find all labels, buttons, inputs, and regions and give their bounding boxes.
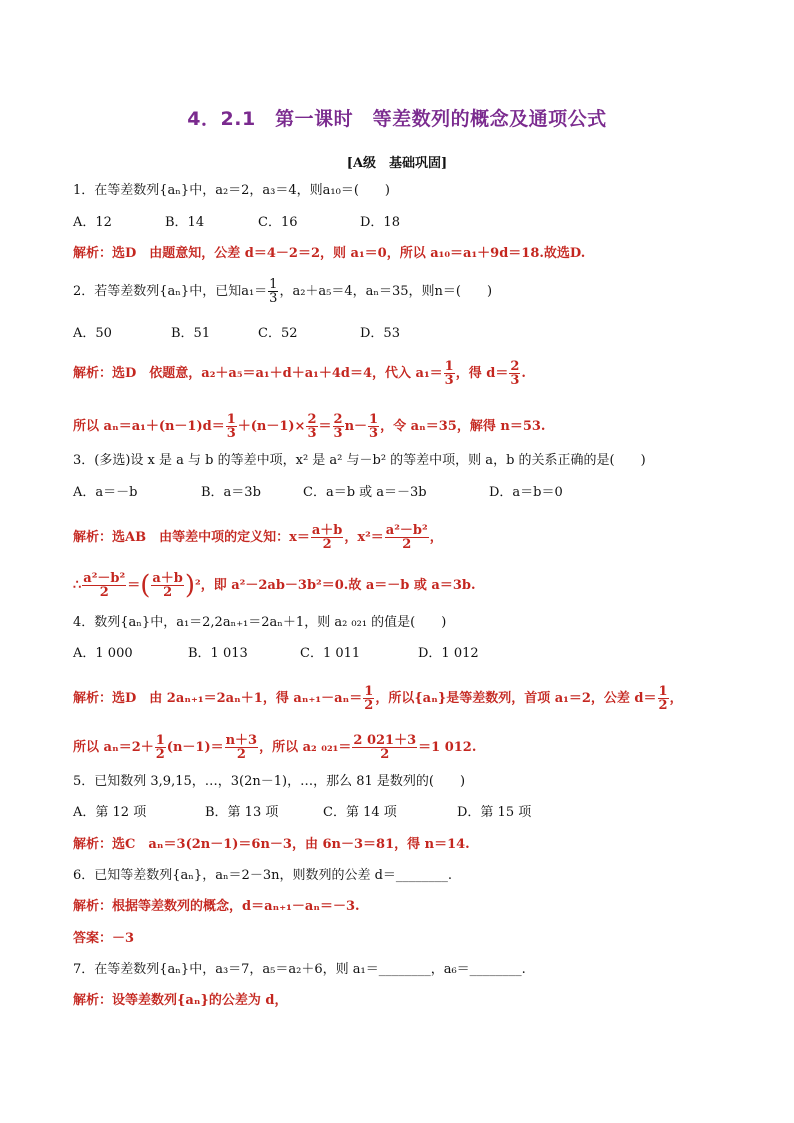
analysis-text: ，令 aₙ＝35，解得 n＝53. <box>380 419 546 434</box>
denominator: 2 <box>364 698 374 713</box>
analysis-text: ＋(n－1)× <box>237 419 306 434</box>
analysis-text: 所以 aₙ＝2＋ <box>73 740 154 755</box>
fraction <box>311 524 344 551</box>
option-a: A．50 <box>73 326 112 341</box>
fraction <box>363 685 374 712</box>
option-d: D．53 <box>360 326 400 341</box>
denominator: 3 <box>510 373 520 388</box>
numerator: 1 <box>364 684 374 699</box>
fraction <box>226 413 237 440</box>
question-1-stem: 1．在等差数列{aₙ}中，a₂＝2，a₃＝4，则a₁₀＝( ) <box>73 183 390 198</box>
question-4-analysis-line-1 <box>73 685 683 712</box>
question-6-analysis: 解析：根据等差数列的概念，d＝aₙ₊₁－aₙ＝－3. <box>73 899 360 914</box>
option-c: C．1 011 <box>300 646 361 661</box>
numerator: a²－b² <box>385 523 428 538</box>
numerator: 1 <box>444 359 454 374</box>
fraction <box>509 360 520 387</box>
question-4-analysis-line-2 <box>73 734 476 761</box>
numerator: a²－b² <box>83 571 126 586</box>
question-1-analysis: 解析：选D 由题意知，公差 d＝4－2＝2，则 a₁＝0，所以 a₁₀＝a₁＋9d＝18.故选D. <box>73 246 586 261</box>
analysis-text: ＝ <box>318 419 332 434</box>
fraction <box>306 413 317 440</box>
option-c: C．第 14 项 <box>323 805 397 820</box>
denominator: 2 <box>380 747 390 762</box>
fraction <box>658 685 669 712</box>
analysis-text: . <box>521 366 526 381</box>
fraction <box>444 360 455 387</box>
question-3-analysis-line-2 <box>73 572 476 599</box>
option-b: B．第 13 项 <box>205 805 279 820</box>
analysis-text: ，所以{aₙ}是等差数列，首项 a₁＝2，公差 d＝ <box>375 691 657 706</box>
question-5-options <box>73 805 531 821</box>
question-2-analysis-line-2 <box>73 413 545 440</box>
denominator: 3 <box>307 426 317 441</box>
numerator: 1 <box>369 412 379 427</box>
numerator: n＋3 <box>225 733 258 748</box>
option-d: D．a＝b＝0 <box>489 485 563 500</box>
option-d: D．1 012 <box>418 646 479 661</box>
numerator: 1 <box>226 412 236 427</box>
option-a: A．1 000 <box>73 646 133 661</box>
fraction <box>268 278 278 305</box>
analysis-text: ，所以 a₂ ₀₂₁＝ <box>259 740 352 755</box>
question-5-stem: 5．已知数列 3,9,15，…，3(2n－1)，…，那么 81 是数列的( ) <box>73 774 466 789</box>
denominator: 3 <box>269 291 278 306</box>
fraction <box>368 413 379 440</box>
option-a: A．12 <box>73 215 112 230</box>
analysis-text: n－ <box>344 419 368 434</box>
question-2-analysis-line-1 <box>73 360 526 387</box>
denominator: 2 <box>163 585 173 600</box>
numerator: 2 <box>307 412 317 427</box>
analysis-text: ²，即 a²－2ab－3b²＝0.故 a＝－b 或 a＝3b. <box>195 578 476 593</box>
analysis-text: 所以 aₙ＝a₁＋(n－1)d＝ <box>73 419 225 434</box>
numerator: 1 <box>155 733 165 748</box>
analysis-text: ， <box>669 691 683 706</box>
fraction <box>352 734 417 761</box>
denominator: 2 <box>658 698 668 713</box>
option-c: C．a＝b 或 a＝－3b <box>303 485 427 500</box>
right-paren-glyph: ) <box>184 570 196 601</box>
stem-text: 2．若等差数列{aₙ}中，已知a₁＝ <box>73 284 268 299</box>
analysis-text: ，得 d＝ <box>455 366 509 381</box>
analysis-text: (n－1)＝ <box>166 740 224 755</box>
numerator: a＋b <box>311 523 343 538</box>
fraction <box>385 524 429 551</box>
numerator: 2 021＋3 <box>353 733 417 748</box>
fraction <box>155 734 166 761</box>
option-c: C．52 <box>258 326 298 341</box>
option-b: B．51 <box>171 326 211 341</box>
question-4-options <box>73 646 479 662</box>
denominator: 3 <box>333 426 343 441</box>
fraction <box>333 413 344 440</box>
fraction <box>82 572 126 599</box>
analysis-text: ＝ <box>127 578 141 593</box>
denominator: 3 <box>369 426 379 441</box>
numerator: 2 <box>333 412 343 427</box>
option-d: D．第 15 项 <box>457 805 532 820</box>
option-d: D．18 <box>360 215 400 230</box>
fraction <box>225 734 259 761</box>
question-3-options <box>73 485 563 501</box>
analysis-text: ， <box>429 530 443 545</box>
denominator: 2 <box>322 537 332 552</box>
option-a: A．a＝－b <box>73 485 138 500</box>
question-6-answer: 答案：－3 <box>73 931 135 946</box>
analysis-text: 解析：选D 依题意，a₂＋a₅＝a₁＋d＋a₁＋4d＝4，代入 a₁＝ <box>73 366 443 381</box>
section-heading: [A级 基础巩固] <box>346 156 448 171</box>
question-7-stem: 7．在等差数列{aₙ}中，a₃＝7，a₅＝a₂＋6，则 a₁＝________，a₆＝________. <box>73 962 526 977</box>
denominator: 2 <box>155 747 165 762</box>
question-4-stem: 4．数列{aₙ}中，a₁＝2,2aₙ₊₁＝2aₙ＋1，则 a₂ ₀₂₁ 的值是( ) <box>73 615 447 630</box>
option-a: A．第 12 项 <box>73 805 147 820</box>
question-3-stem: 3．(多选)设 x 是 a 与 b 的等差中项，x² 是 a² 与－b² 的等差中项，则 a，b 的关系正确的是( ) <box>73 453 646 468</box>
left-paren-glyph: ( <box>140 570 151 601</box>
numerator: 1 <box>658 684 668 699</box>
analysis-text: ＝1 012. <box>418 740 477 755</box>
denominator: 2 <box>99 585 109 600</box>
analysis-text: 解析：选D 由 2aₙ₊₁＝2aₙ＋1，得 aₙ₊₁－aₙ＝ <box>73 691 363 706</box>
numerator: a＋b <box>152 571 183 586</box>
denominator: 3 <box>226 426 236 441</box>
page-title: 4．2.1 第一课时 等差数列的概念及通项公式 <box>187 108 607 130</box>
question-5-analysis: 解析：选C aₙ＝3(2n－1)＝6n－3，由 6n－3＝81，得 n＝14. <box>73 837 470 852</box>
stem-text: ，a₂＋a₅＝4，aₙ＝35，则n＝( ) <box>279 284 493 299</box>
numerator: 2 <box>510 359 520 374</box>
question-1-options <box>73 215 400 231</box>
denominator: 2 <box>402 537 412 552</box>
option-c: C．16 <box>258 215 298 230</box>
numerator: 1 <box>269 277 278 292</box>
denominator: 2 <box>236 747 246 762</box>
fraction <box>151 572 184 599</box>
option-b: B．a＝3b <box>201 485 261 500</box>
question-2-options <box>73 326 400 342</box>
question-3-analysis-line-1 <box>73 524 443 551</box>
denominator: 3 <box>444 373 454 388</box>
question-6-stem: 6．已知等差数列{aₙ}，aₙ＝2－3n，则数列的公差 d＝________. <box>73 868 453 883</box>
option-b: B．1 013 <box>188 646 248 661</box>
question-7-analysis: 解析：设等差数列{aₙ}的公差为 d， <box>73 993 288 1008</box>
analysis-text: ∴ <box>73 578 82 593</box>
question-2-stem <box>73 278 492 305</box>
analysis-text: ，x²＝ <box>344 530 384 545</box>
option-b: B．14 <box>165 215 205 230</box>
analysis-text: 解析：选AB 由等差中项的定义知：x＝ <box>73 530 310 545</box>
